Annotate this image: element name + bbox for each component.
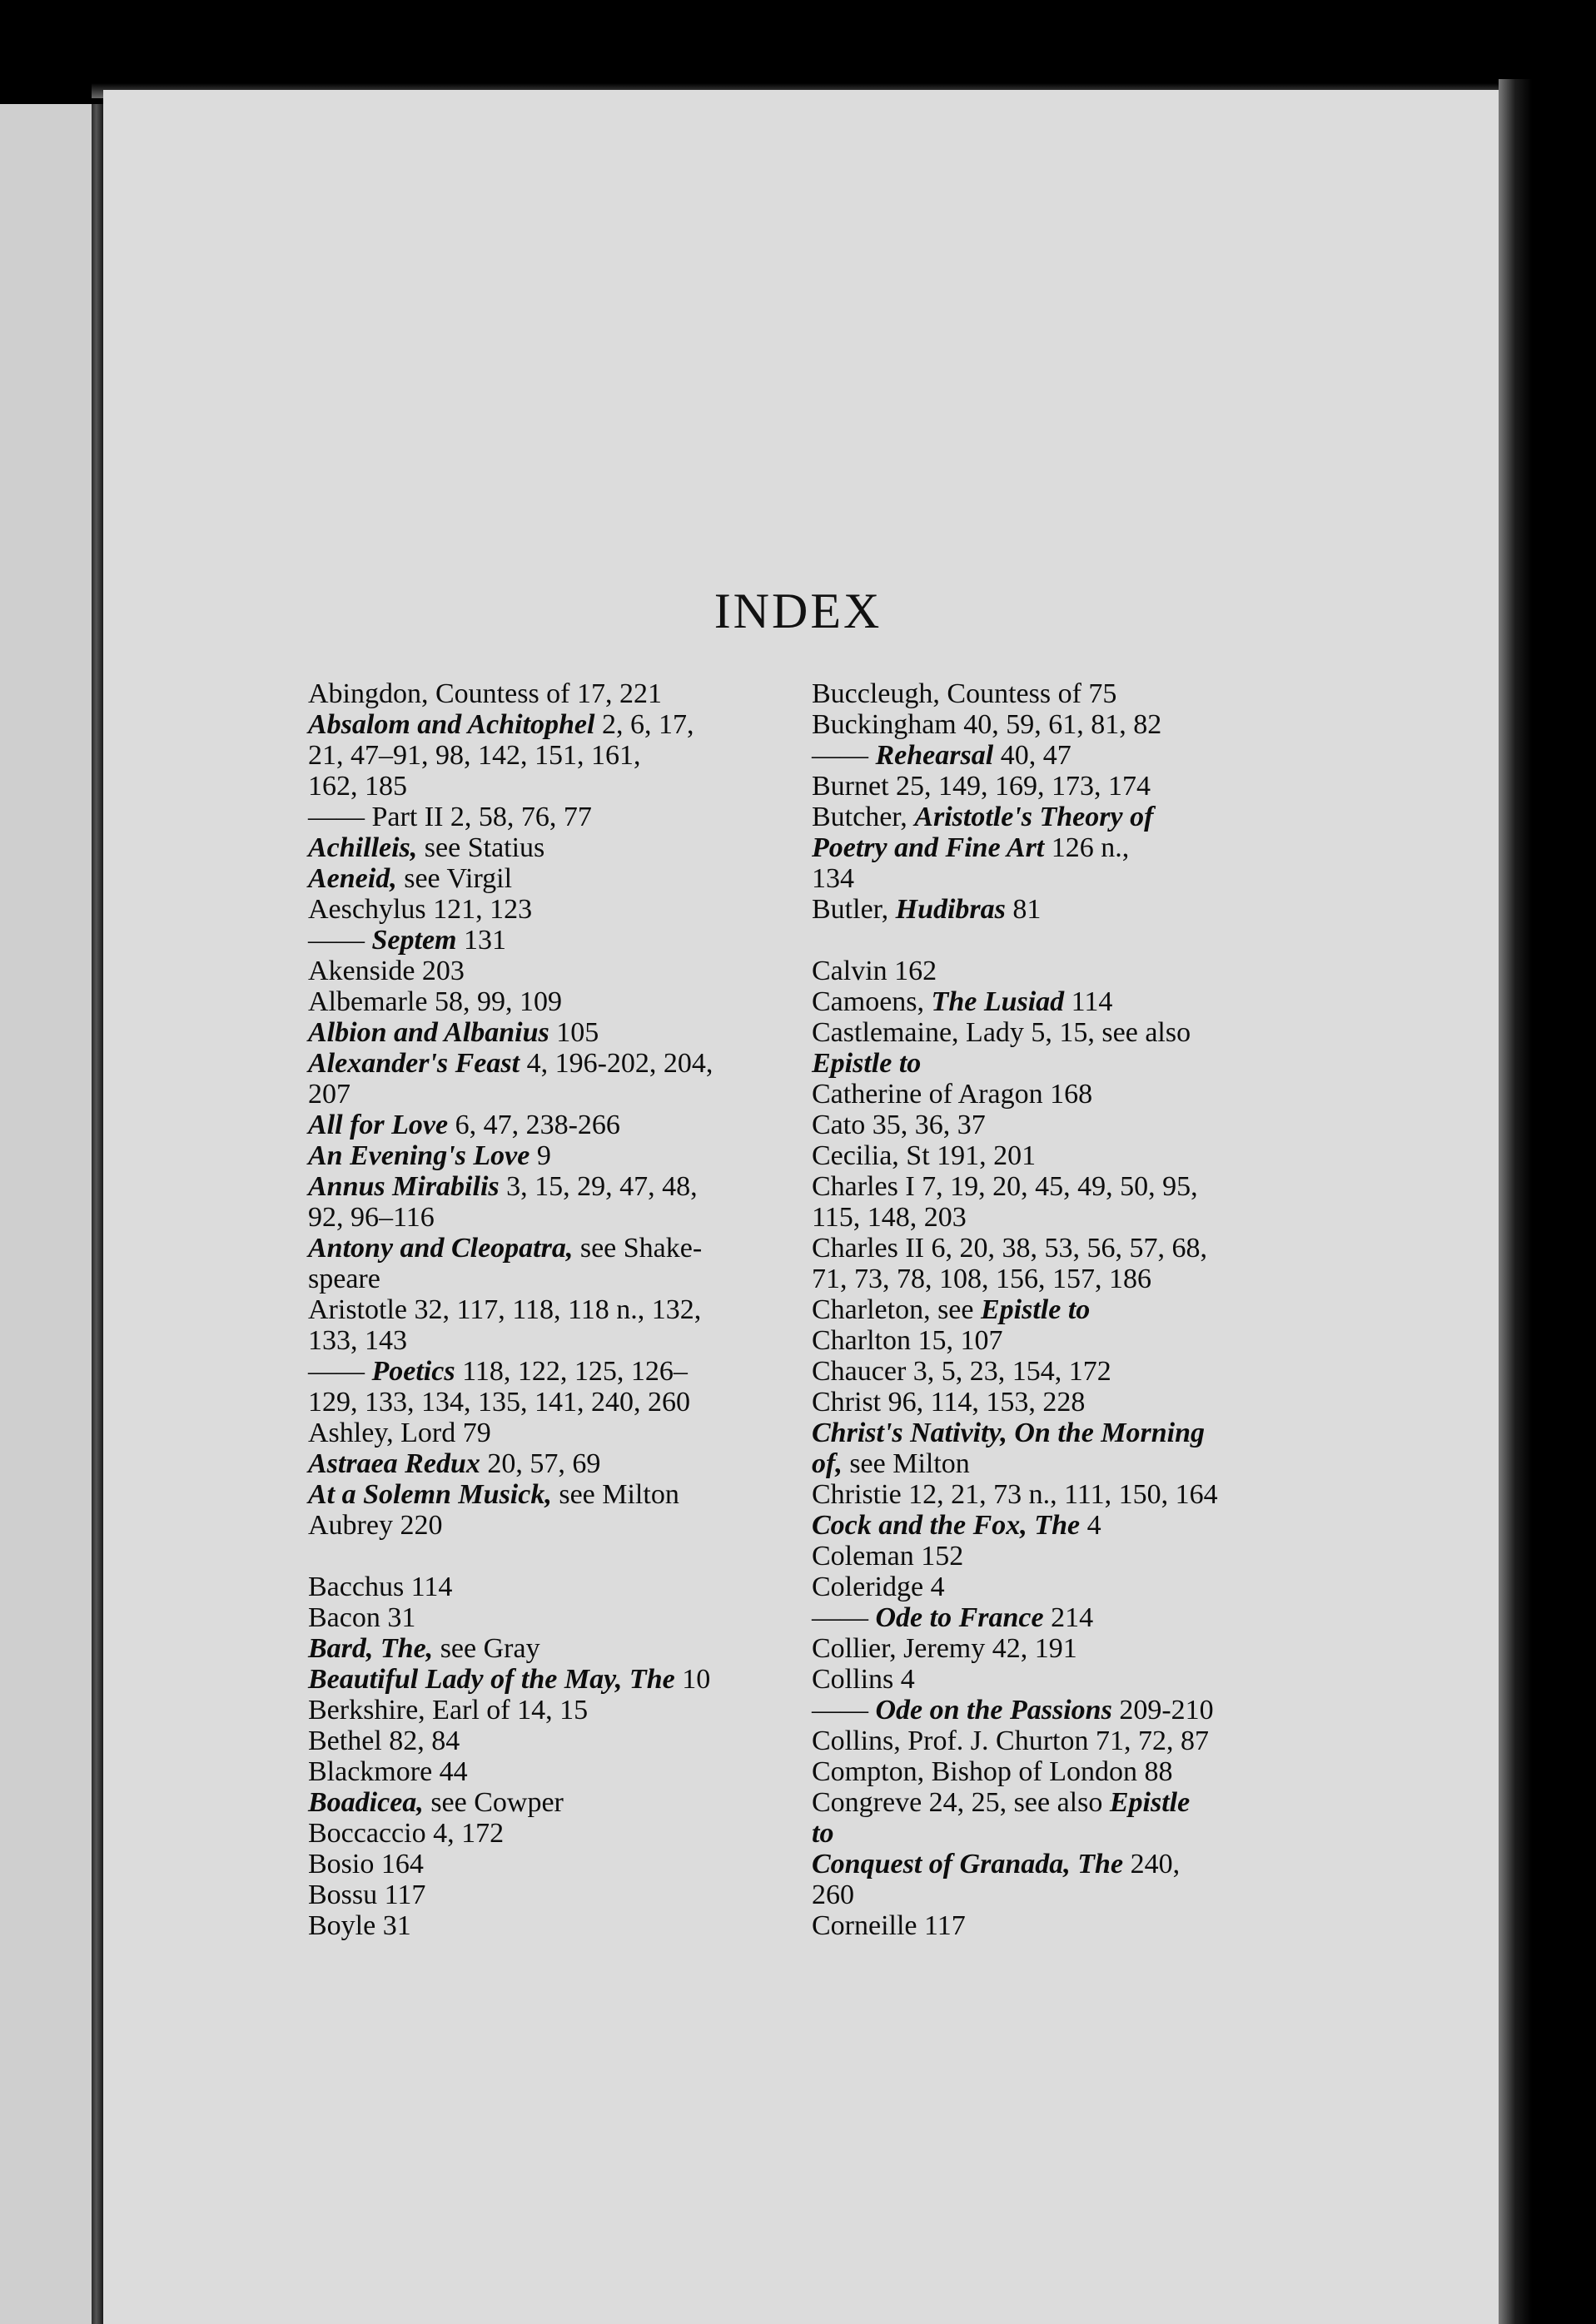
index-text: 20, 57, 69	[480, 1448, 601, 1479]
index-line	[308, 1818, 791, 1849]
index-title-text: Achilleis,	[308, 832, 418, 863]
index-title-text: Poetry and Fine Art	[812, 832, 1045, 863]
index-line	[308, 1048, 791, 1079]
index-text: 6, 47, 238-266	[448, 1110, 620, 1140]
index-text: ——	[308, 1356, 372, 1387]
index-line	[812, 956, 1303, 986]
index-text: 131	[456, 925, 506, 956]
index-text: 71, 73, 78, 108, 156, 157, 186	[812, 1264, 1151, 1294]
index-title-text: Aristotle's Theory of	[914, 802, 1154, 832]
index-line	[308, 1418, 791, 1448]
index-text: 207	[308, 1079, 351, 1110]
index-text: Castlemaine, Lady 5, 15, see also	[812, 1017, 1191, 1048]
index-line	[812, 832, 1303, 863]
index-line	[308, 956, 791, 986]
index-title-text: to	[812, 1818, 834, 1849]
index-line	[308, 1110, 791, 1140]
index-title-text: Absalom and Achitophel	[308, 709, 595, 740]
index-line	[812, 771, 1303, 802]
index-line	[812, 1017, 1303, 1048]
index-line	[308, 1233, 791, 1264]
index-line	[308, 1325, 791, 1356]
index-line	[812, 863, 1303, 894]
index-title-text: Beautiful Lady of the May, The	[308, 1664, 675, 1695]
index-text: see Statius	[417, 832, 545, 863]
index-line	[308, 1171, 791, 1202]
index-text: 129, 133, 134, 135, 141, 240, 260	[308, 1387, 690, 1418]
index-text: Butcher,	[812, 802, 915, 832]
index-text: Butler,	[812, 894, 896, 925]
index-text: Coleman 152	[812, 1541, 964, 1572]
index-line	[812, 1602, 1303, 1633]
index-line	[308, 986, 791, 1017]
index-text: 114	[1064, 986, 1113, 1017]
index-line	[812, 1541, 1303, 1572]
index-text: Boccaccio 4, 172	[308, 1818, 505, 1849]
index-text: ——	[812, 1695, 876, 1726]
index-text: ——	[812, 740, 876, 771]
index-title-text: Ode to France	[875, 1602, 1044, 1633]
index-text: 4	[1080, 1510, 1101, 1541]
index-text: see Virgil	[396, 863, 513, 894]
index-title-text: Alexander's Feast	[308, 1048, 520, 1079]
index-line	[308, 1140, 791, 1171]
index-line	[308, 1756, 791, 1787]
index-line	[812, 1695, 1303, 1726]
index-text: Calvin 162	[812, 956, 937, 986]
index-text: speare	[308, 1264, 380, 1294]
index-text: Aeschylus 121, 123	[308, 894, 533, 925]
index-line	[308, 802, 791, 832]
index-text: Congreve 24, 25, see also	[812, 1787, 1110, 1818]
index-title-text: Albion and Albanius	[308, 1017, 549, 1048]
index-line	[308, 1880, 791, 1910]
index-text: 115, 148, 203	[812, 1202, 967, 1233]
index-text: 126 n.,	[1044, 832, 1130, 863]
index-text: Bacon 31	[308, 1602, 416, 1633]
index-title-text: At a Solemn Musick,	[308, 1479, 552, 1510]
index-line	[812, 894, 1303, 925]
index-line	[812, 1264, 1303, 1294]
index-text: Collier, Jeremy 42, 191	[812, 1633, 1077, 1664]
index-line	[812, 1079, 1303, 1110]
index-title-text: Aeneid,	[308, 863, 397, 894]
index-line	[308, 1695, 791, 1726]
index-title-text: Epistle to	[981, 1294, 1091, 1325]
index-line	[812, 802, 1303, 832]
index-line	[308, 1356, 791, 1387]
index-line	[812, 1356, 1303, 1387]
index-text: 4, 196-202, 204,	[520, 1048, 713, 1079]
index-text: Compton, Bishop of London 88	[812, 1756, 1173, 1787]
index-line	[812, 1726, 1303, 1756]
index-text: Corneille 117	[812, 1910, 966, 1941]
index-line	[308, 1448, 791, 1479]
index-title-text: All for Love	[308, 1110, 449, 1140]
index-column-left	[308, 678, 791, 1941]
index-line	[812, 1664, 1303, 1695]
index-line	[308, 925, 791, 956]
index-text: Buckingham 40, 59, 61, 81, 82	[812, 709, 1162, 740]
index-text: Aubrey 220	[308, 1510, 443, 1541]
index-title-text: Epistle	[1109, 1787, 1191, 1818]
index-text: 2, 6, 17,	[594, 709, 694, 740]
index-line	[308, 1664, 791, 1695]
index-title-text: Hudibras	[895, 894, 1006, 925]
index-text: Collins, Prof. J. Churton 71, 72, 87	[812, 1726, 1209, 1756]
index-title-text: Poetics	[371, 1356, 455, 1387]
index-line	[812, 1294, 1303, 1325]
index-line	[308, 1294, 791, 1325]
index-line	[812, 986, 1303, 1017]
index-text: Bethel 82, 84	[308, 1726, 460, 1756]
index-text: 134	[812, 863, 854, 894]
index-title-text: Annus Mirabilis	[308, 1171, 500, 1202]
index-text: Buccleugh, Countess of 75	[812, 678, 1117, 709]
page-title: INDEX	[713, 583, 883, 638]
index-text: —— Part II 2, 58, 76, 77	[308, 802, 592, 832]
index-text: 9	[530, 1140, 551, 1171]
index-line	[812, 1818, 1303, 1849]
index-text: Abingdon, Countess of 17, 221	[308, 678, 662, 709]
index-title-text: An Evening's Love	[308, 1140, 530, 1171]
index-text: see Milton	[842, 1448, 970, 1479]
index-text: Bosio 164	[308, 1849, 424, 1880]
index-text: 3, 15, 29, 47, 48,	[499, 1171, 698, 1202]
index-line	[308, 1387, 791, 1418]
binding-gutter	[92, 104, 103, 2324]
index-text: ——	[812, 1602, 876, 1633]
index-title-text: of,	[812, 1448, 843, 1479]
index-text: 105	[549, 1017, 599, 1048]
index-line	[308, 678, 791, 709]
index-title-text: Antony and Cleopatra,	[308, 1233, 574, 1264]
index-title-text: The Lusiad	[931, 986, 1065, 1017]
index-text: Aristotle 32, 117, 118, 118 n., 132,	[308, 1294, 702, 1325]
index-line	[812, 1910, 1303, 1941]
index-text: 81	[1005, 894, 1042, 925]
index-text: Cecilia, St 191, 201	[812, 1140, 1037, 1171]
index-line	[812, 1202, 1303, 1233]
index-text: ——	[308, 925, 372, 956]
index-text: Camoens,	[812, 986, 932, 1017]
index-line	[308, 894, 791, 925]
index-line	[308, 740, 791, 771]
index-text: 133, 143	[308, 1325, 407, 1356]
index-line	[812, 1233, 1303, 1264]
index-line	[308, 1264, 791, 1294]
index-text: 92, 96–116	[308, 1202, 435, 1233]
index-text: Charles I 7, 19, 20, 45, 49, 50, 95,	[812, 1171, 1198, 1202]
index-text: Blackmore 44	[308, 1756, 468, 1787]
index-line	[308, 1572, 791, 1602]
index-line	[812, 1849, 1303, 1880]
index-text: see Gray	[433, 1633, 540, 1664]
index-line	[812, 1140, 1303, 1171]
index-text: Collins 4	[812, 1664, 915, 1695]
index-text: Albemarle 58, 99, 109	[308, 986, 562, 1017]
index-text: Chaucer 3, 5, 23, 154, 172	[812, 1356, 1111, 1387]
index-text: 40, 47	[993, 740, 1071, 771]
index-text: Burnet 25, 149, 169, 173, 174	[812, 771, 1151, 802]
index-text: see Shake-	[573, 1233, 703, 1264]
index-line	[812, 740, 1303, 771]
index-text: see Milton	[551, 1479, 679, 1510]
index-text: 21, 47–91, 98, 142, 151, 161,	[308, 740, 641, 771]
index-line	[812, 1325, 1303, 1356]
index-text: Bossu 117	[308, 1880, 426, 1910]
index-text: Catherine of Aragon 168	[812, 1079, 1093, 1110]
index-title-text: Bard, The,	[308, 1633, 434, 1664]
facing-page-edge	[0, 104, 98, 2324]
index-title-text: Boadicea,	[308, 1787, 424, 1818]
index-line	[812, 1510, 1303, 1541]
index-line	[812, 1048, 1303, 1079]
index-text: 162, 185	[308, 771, 407, 802]
index-line	[812, 1171, 1303, 1202]
index-line	[812, 1479, 1303, 1510]
index-line	[812, 1387, 1303, 1418]
index-line	[308, 1202, 791, 1233]
index-title-text: Conquest of Granada, The	[812, 1849, 1124, 1880]
index-line	[812, 1756, 1303, 1787]
index-text: Akenside 203	[308, 956, 465, 986]
index-line	[308, 1079, 791, 1110]
index-line	[308, 1787, 791, 1818]
index-line	[308, 1017, 791, 1048]
index-title-text: Epistle to	[812, 1048, 922, 1079]
index-line	[308, 1633, 791, 1664]
index-line	[308, 1602, 791, 1633]
index-section-gap	[812, 925, 1303, 956]
index-text: 240,	[1123, 1849, 1181, 1880]
index-title-text: Ode on the Passions	[875, 1695, 1112, 1726]
index-line	[308, 1726, 791, 1756]
index-line	[812, 1572, 1303, 1602]
index-text: Coleridge 4	[812, 1572, 945, 1602]
index-text: Charles II 6, 20, 38, 53, 56, 57, 68,	[812, 1233, 1208, 1264]
index-title-text: Christ's Nativity, On the Morning	[812, 1418, 1206, 1448]
index-title-text: Septem	[371, 925, 457, 956]
index-line	[308, 771, 791, 802]
index-line	[812, 1448, 1303, 1479]
index-line	[308, 1849, 791, 1880]
index-text: 260	[812, 1880, 854, 1910]
index-line	[308, 1910, 791, 1941]
index-title-text: Cock and the Fox, The	[812, 1510, 1081, 1541]
index-text: 118, 122, 125, 126–	[455, 1356, 688, 1387]
index-line	[308, 1479, 791, 1510]
index-title-text: Rehearsal	[875, 740, 994, 771]
index-text: Ashley, Lord 79	[308, 1418, 491, 1448]
index-text: 214	[1043, 1602, 1094, 1633]
index-text: Christie 12, 21, 73 n., 111, 150, 164	[812, 1479, 1218, 1510]
index-text: Charleton, see	[812, 1294, 981, 1325]
index-line	[812, 1787, 1303, 1818]
index-line	[812, 1110, 1303, 1140]
index-text: Charlton 15, 107	[812, 1325, 1003, 1356]
index-section-gap	[308, 1541, 791, 1572]
index-line	[812, 1880, 1303, 1910]
index-text: 10	[674, 1664, 711, 1695]
index-line	[812, 678, 1303, 709]
index-text: see Cowper	[423, 1787, 564, 1818]
index-text: Cato 35, 36, 37	[812, 1110, 986, 1140]
index-line	[812, 1633, 1303, 1664]
index-text: 209-210	[1111, 1695, 1214, 1726]
index-text: Bacchus 114	[308, 1572, 453, 1602]
index-column-right	[812, 678, 1303, 1941]
index-line	[812, 1418, 1303, 1448]
index-text: Boyle 31	[308, 1910, 411, 1941]
index-title-text: Astraea Redux	[308, 1448, 480, 1479]
index-line	[812, 709, 1303, 740]
index-line	[308, 709, 791, 740]
index-text: Christ 96, 114, 153, 228	[812, 1387, 1086, 1418]
index-text: Berkshire, Earl of 14, 15	[308, 1695, 589, 1726]
page-right-edge	[1499, 79, 1532, 2324]
index-line	[308, 863, 791, 894]
index-line	[308, 832, 791, 863]
index-line	[308, 1510, 791, 1541]
